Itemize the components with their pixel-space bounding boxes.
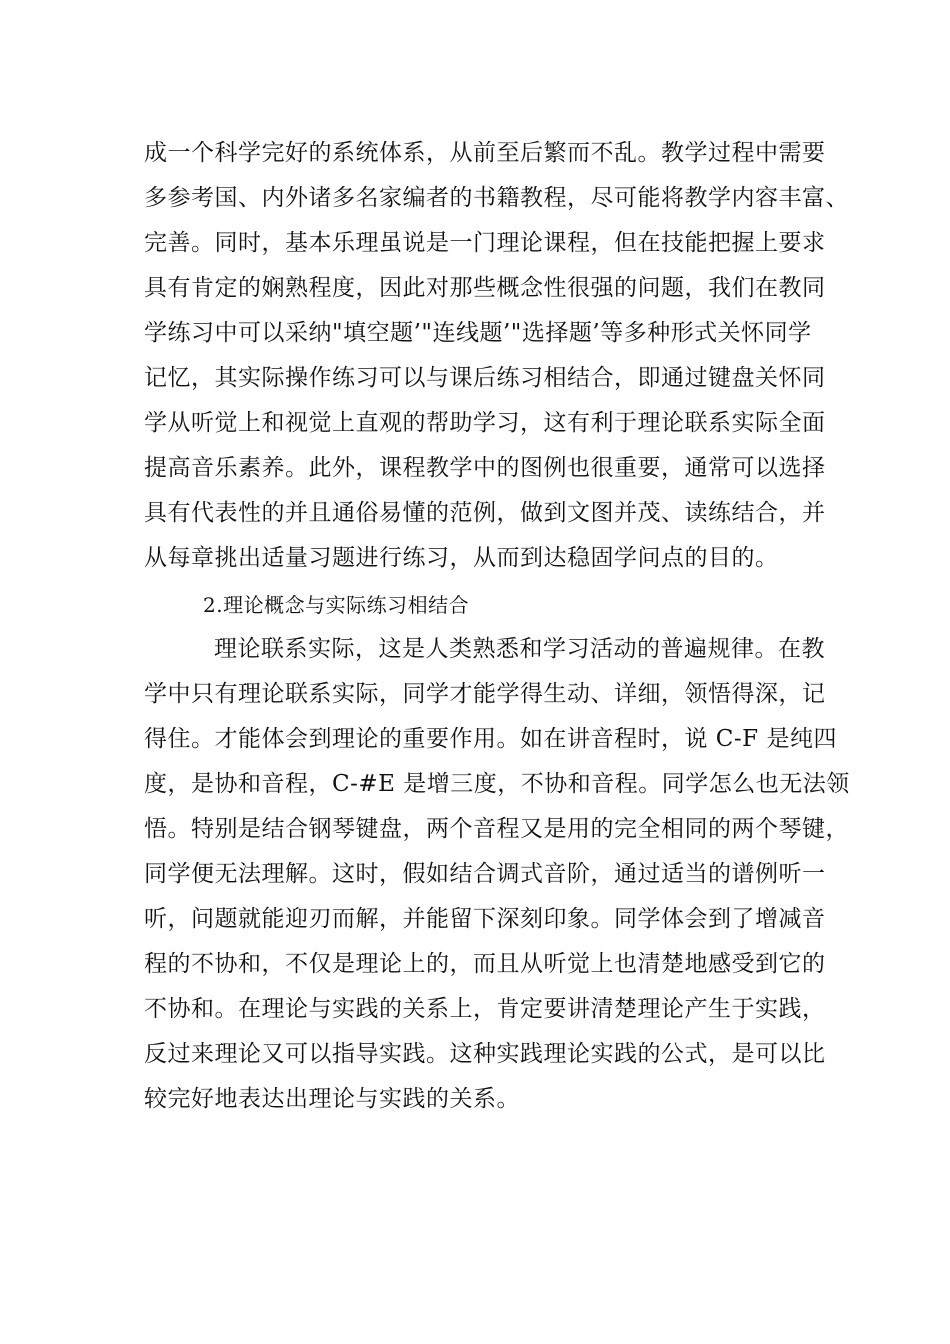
paragraph-1-line-6: 记忆，其实际操作练习可以与课后练习相结合，即通过键盘关怀同 xyxy=(144,365,826,391)
paragraph-1-line-10: 从每章挑出适量习题进行练习，从而到达稳固学问点的目的。 xyxy=(144,545,779,571)
paragraph-1-line-7: 学从听觉上和视觉上直观的帮助学习，这有利于理论联系实际全面 xyxy=(144,410,826,436)
paragraph-1-line-4: 具有肯定的娴熟程度，因此对那些概念性很强的问题，我们在教同 xyxy=(144,275,826,301)
section-heading: 2.理论概念与实际练习相结合 xyxy=(203,593,470,617)
paragraph-2-line-4: 度，是协和音程，C-#E 是增三度，不协和音程。同学怎么也无法领 xyxy=(144,771,850,797)
paragraph-2-line-1: 理论联系实际，这是人类熟悉和学习活动的普遍规律。在教 xyxy=(214,636,825,662)
paragraph-2-line-2: 学中只有理论联系实际，同学才能学得生动、详细，领悟得深，记 xyxy=(144,681,826,707)
paragraph-2-line-3: 得住。才能体会到理论的重要作用。如在讲音程时，说 C-F 是纯四 xyxy=(144,726,837,752)
paragraph-1-line-2: 多参考国、内外诸多名家编者的书籍教程，尽可能将教学内容丰富、 xyxy=(144,185,849,211)
paragraph-2-line-5: 悟。特别是结合钢琴键盘，两个音程又是用的完全相同的两个琴键， xyxy=(144,816,849,842)
paragraph-1-line-3: 完善。同时，基本乐理虽说是一门理论课程，但在技能把握上要求 xyxy=(144,230,826,256)
paragraph-2-line-11: 较完好地表达出理论与实践的关系。 xyxy=(144,1086,520,1112)
paragraph-1-line-8: 提高音乐素养。此外，课程教学中的图例也很重要，通常可以选择 xyxy=(144,455,826,481)
paragraph-2-line-10: 反过来理论又可以指导实践。这种实践理论实践的公式，是可以比 xyxy=(144,1041,826,1067)
paragraph-1-line-5: 学练习中可以采纳"填空题’"连线题’"选择题’等多种形式关怀同学 xyxy=(144,320,812,346)
paragraph-2-line-7: 听，问题就能迎刃而解，并能留下深刻印象。同学体会到了增减音 xyxy=(144,906,826,932)
paragraph-2-line-6: 同学便无法理解。这时，假如结合调式音阶，通过适当的谱例听一 xyxy=(144,861,826,887)
paragraph-1-line-9: 具有代表性的并且通俗易懂的范例，做到文图并茂、读练结合，并 xyxy=(144,500,826,526)
paragraph-2-line-9: 不协和。在理论与实践的关系上，肯定要讲清楚理论产生于实践， xyxy=(144,996,826,1022)
paragraph-2-line-8: 程的不协和，不仅是理论上的，而且从听觉上也清楚地感受到它的 xyxy=(144,951,826,977)
paragraph-1-line-1: 成一个科学完好的系统体系，从前至后繁而不乱。教学过程中需要 xyxy=(144,140,826,166)
